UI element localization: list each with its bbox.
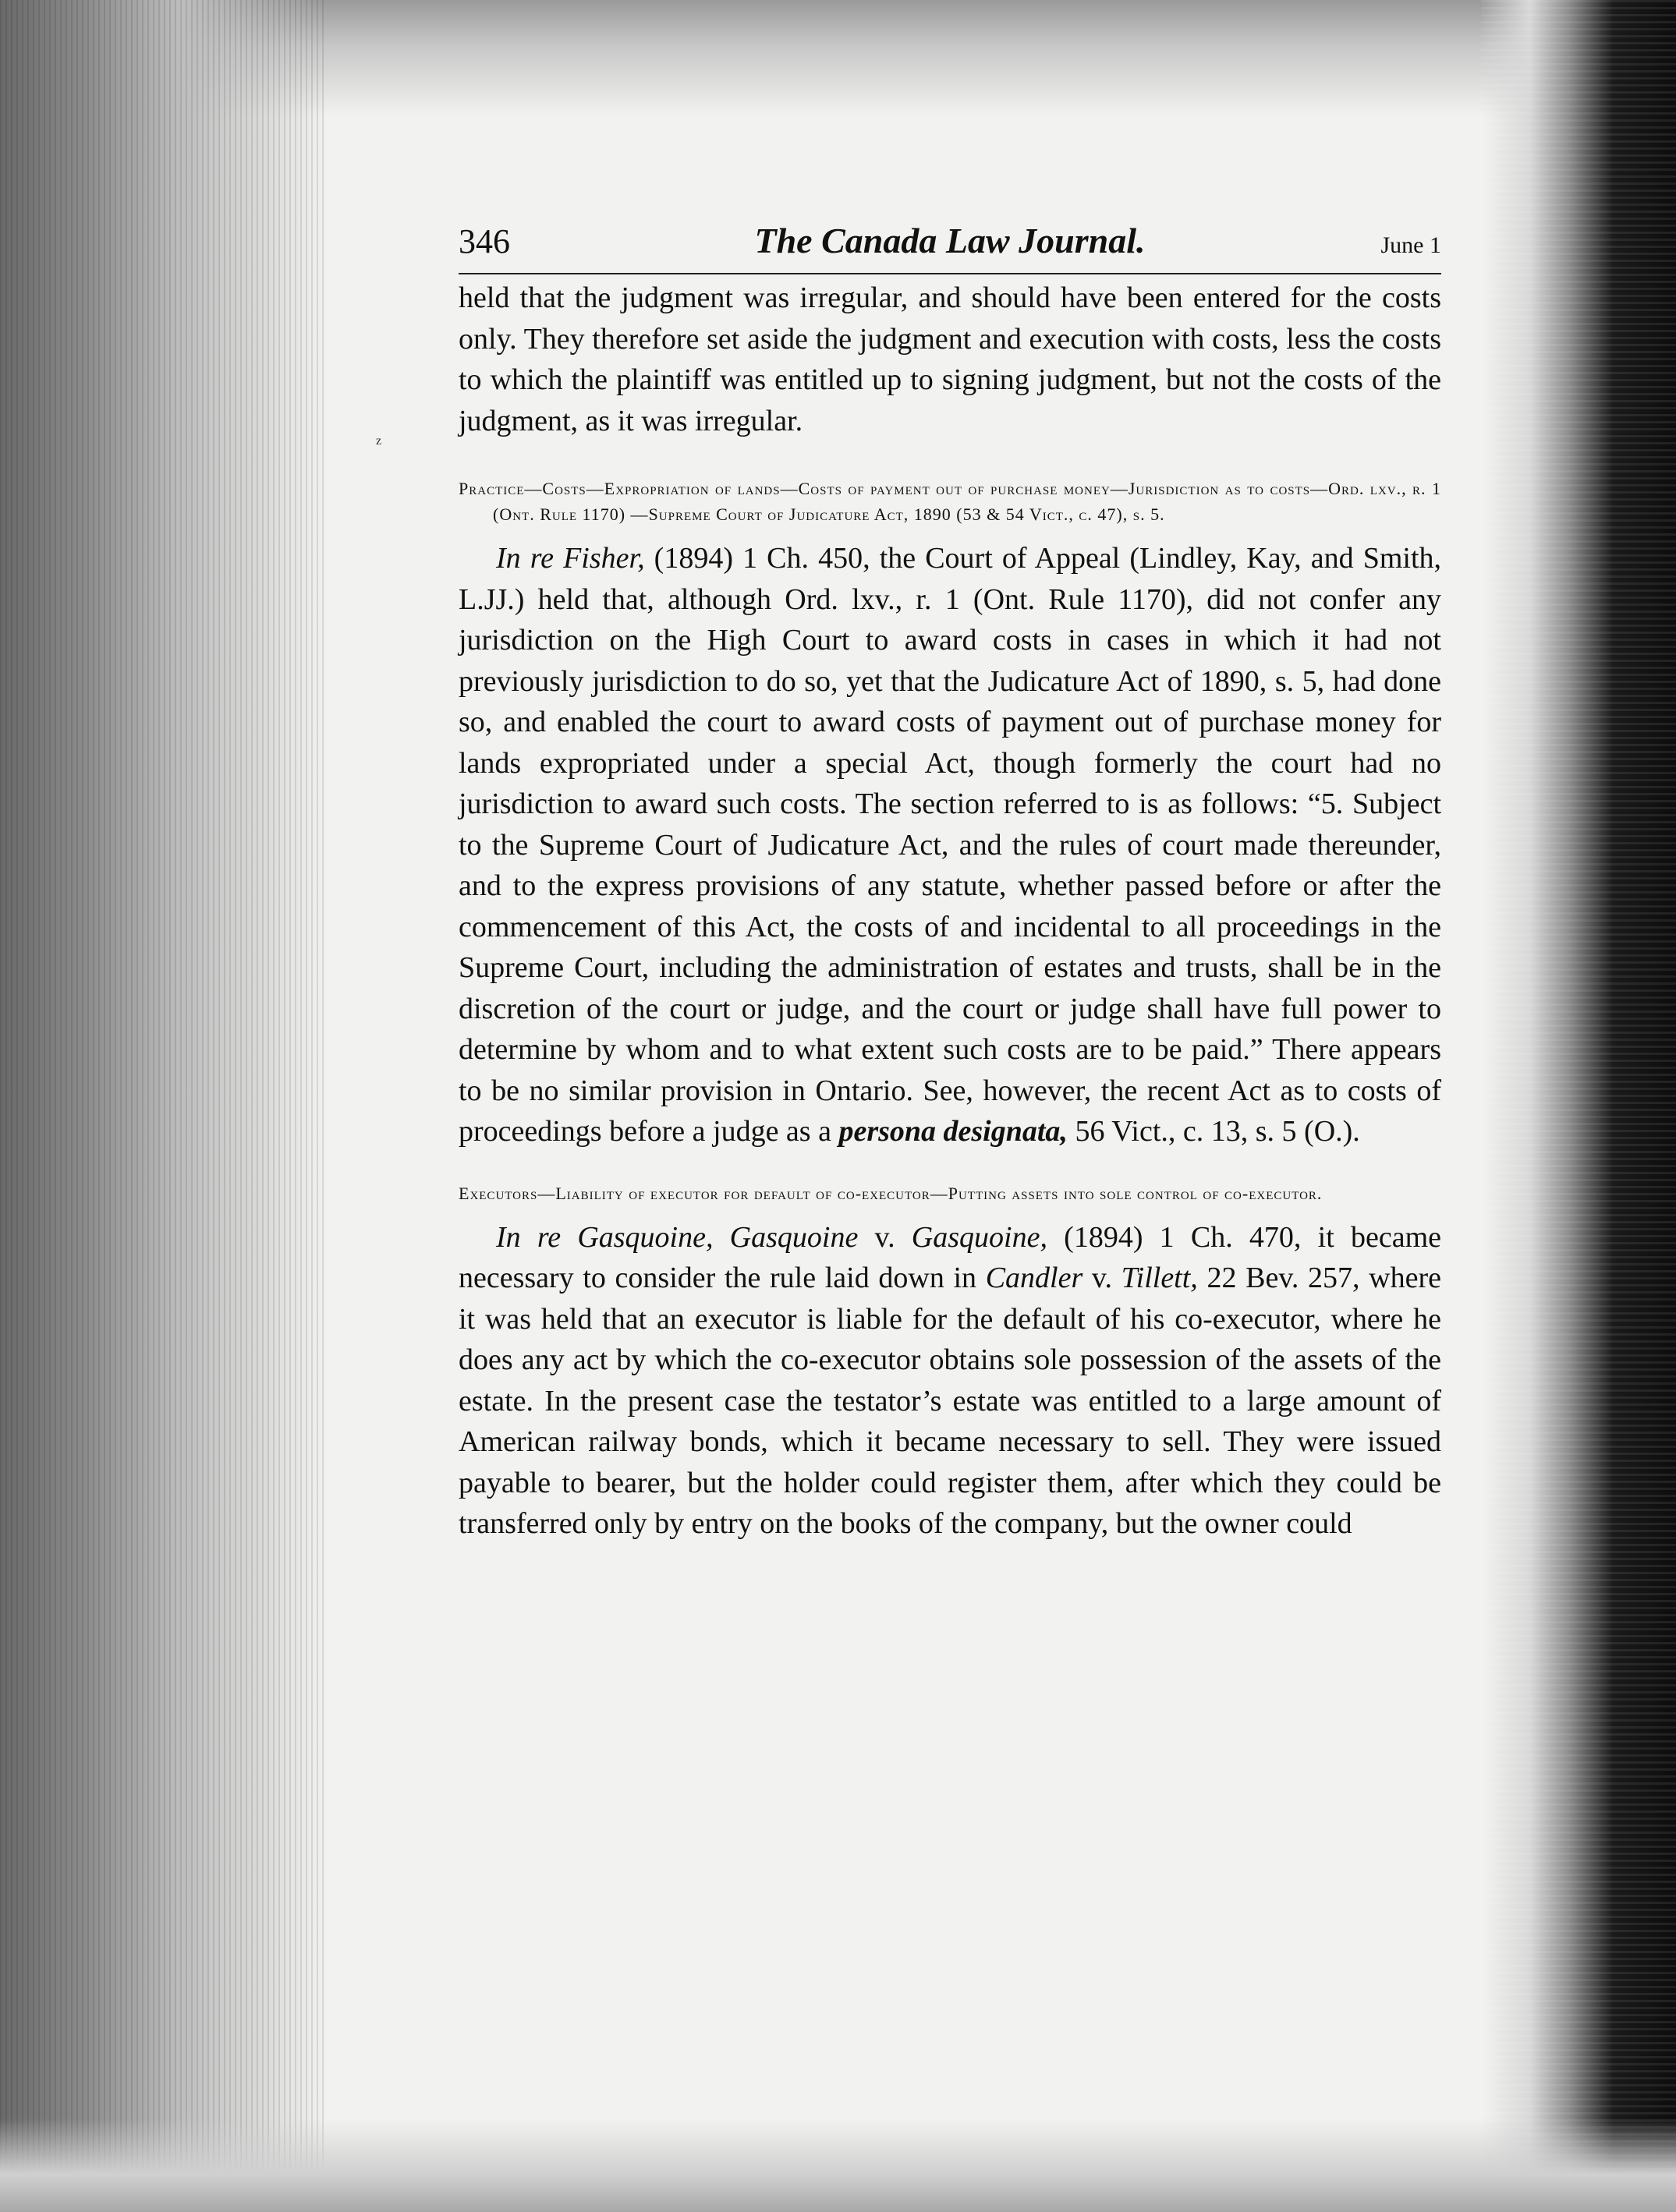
cited-case-name: Candler <box>985 1262 1083 1294</box>
paragraph-text: 56 Vict., c. 13, s. 5 (O.). <box>1067 1115 1360 1148</box>
section-heading-practice: Practice—Costs—Expropriation of lands—Costs of payment out of purchase money—Jurisdiction as to costs—Ord. lxv., r. 1 (Ont. Rule 1170) —Supreme Court of Judicature Act, 1890 (53 & 54 Vict., c. 47), s. 5. <box>459 479 1441 524</box>
case-name: Gasquoine, <box>911 1220 1047 1254</box>
paragraph-continued: held that the judgment was irregular, and should have been entered for the costs only. They therefore set aside the judgment and execution with costs, less the costs to which the plaintiff was entitled up to signing judgment, but not the costs of the judgment, as it was irregular. <box>459 281 1441 437</box>
margin-mark: z <box>376 434 382 448</box>
scan-left-edge <box>0 0 328 2212</box>
paragraph-text: 22 Bev. 257, where it was held that an executor is liable for the default of his co-executor, where he does any act by which the co-executor obtains sole possession of the assets of the estate. In the present case the testator’s estate was entitled to a large amount of American railway bonds, which it became necessary to sell. They were issued payable to bearer, but the holder could register them, after which they could be transferred only by entry on the books of the company, but the owner could <box>459 1262 1441 1540</box>
paragraph-text: v. <box>1082 1262 1121 1294</box>
cited-case-name: Tillett, <box>1121 1262 1198 1294</box>
journal-page <box>459 211 1441 1545</box>
case-name: In re Gasquoine, Gasquoine <box>496 1220 859 1254</box>
latin-term: persona designata, <box>838 1115 1068 1148</box>
paragraph-in-re-gasquoine <box>459 1217 1441 1545</box>
paragraph-text: (1894) 1 Ch. 450, the Court of Appeal (Lindley, Kay, and Smith, L.JJ.) held that, although Ord. lxv., r. 1 (Ont. Rule 1170), did not confer any jurisdiction on the High Court to award costs in cases in which it had not previously jurisdiction to do so, yet that the Judicature Act of 1890, s. 5, had done so, and enabled the court to award costs of payment out of purchase money for lands expropriated under a special Act, though formerly the court had no jurisdiction to award such costs. The section referred to is as follows: “5. Subject to the Supreme Court of Judicature Act, and the rules of court made thereunder, and to the express provisions of any statute, whether passed before or after the commencement of this Act, the costs of and incidental to all proceedings in the Supreme Court, including the administration of estates and trusts, shall be in the discretion of the court or judge, and the court or judge shall have full power to determine by whom and to what extent such costs are to be paid.” There appears to be no similar provision in Ontario. See, however, the recent Act as to costs of proceedings before a judge as a <box>459 542 1441 1148</box>
issue-date: June 1 <box>1380 232 1441 258</box>
paragraph-text: (1894) 1 Ch. 470, it became necessary to consider the rule laid down in <box>459 1220 1441 1294</box>
section-heading-executors: Executors—Liability of executor for default of co-executor—Putting assets into sole control of co-executor. <box>459 1183 1323 1203</box>
case-name: In re Fisher, <box>496 542 645 575</box>
scan-bottom-edge <box>0 2118 1676 2212</box>
paragraph-in-re-fisher <box>459 538 1441 1152</box>
journal-title: The Canada Law Journal. <box>754 221 1146 260</box>
running-head <box>459 211 1441 274</box>
paragraph-text: v. <box>858 1220 912 1254</box>
page-number: 346 <box>459 222 510 260</box>
scan-right-edge <box>1481 0 1676 2212</box>
